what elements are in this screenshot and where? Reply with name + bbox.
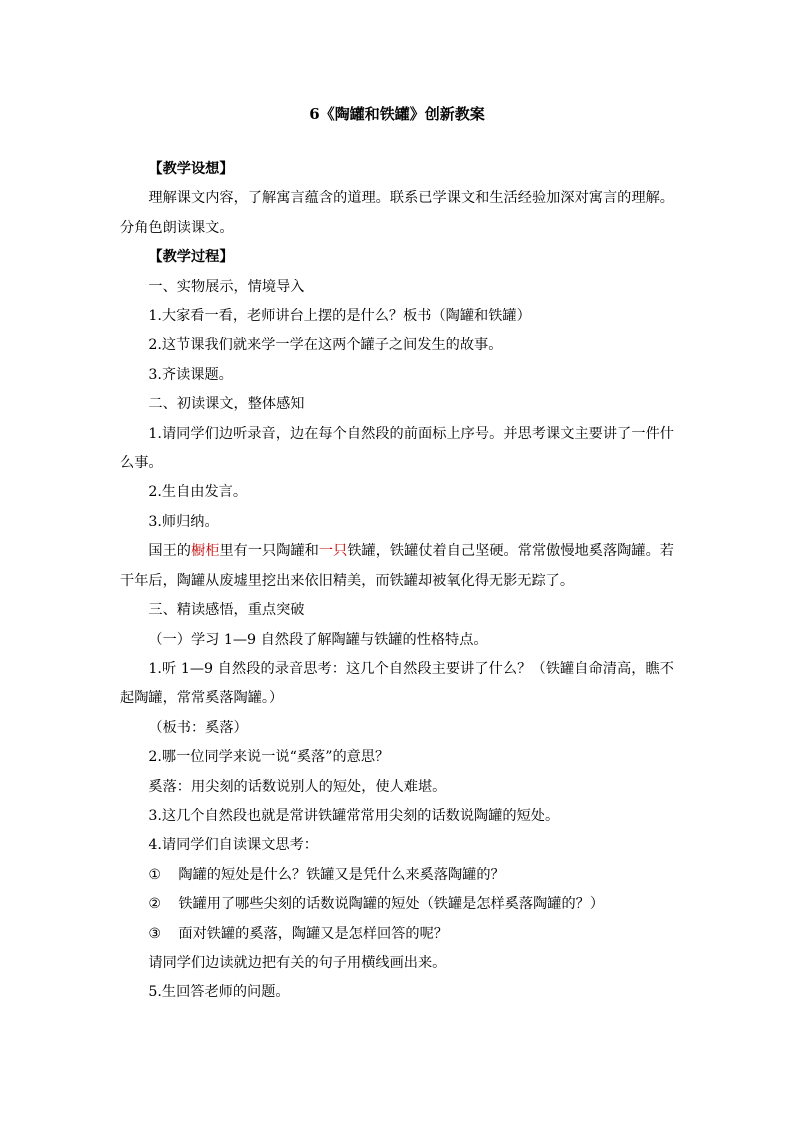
question-2-marker: ② xyxy=(148,896,162,913)
section-heading-design: 【教学设想】 xyxy=(148,161,234,177)
question-1 xyxy=(120,861,674,890)
summary-paragraph xyxy=(120,537,674,596)
section-heading-process: 【教学过程】 xyxy=(148,249,234,266)
question-3-marker: ③ xyxy=(148,925,162,942)
part3-item-3: 3.这几个自然段也就是常讲铁罐常常用尖刻的话数说陶罐的短处。 xyxy=(148,807,560,824)
part3-subheading-1: （一）学习 1—9 自然段了解陶罐与铁罐的性格特点。 xyxy=(148,631,488,648)
part2-item-3: 3.师归纳。 xyxy=(148,513,219,530)
summary-post: 铁罐，铁罐仗着自己坚硬。常常傲慢地奚落陶罐。若干年后，陶罐从废墟里挖出来依旧精美，而铁罐却被氧化得无影无踪了。 xyxy=(120,543,674,589)
document-body xyxy=(120,155,674,1008)
part3-heading: 三、精读感悟，重点突破 xyxy=(148,602,305,619)
part3-item-4: 4.请同学们自读课文思考： xyxy=(148,837,318,854)
summary-pre: 国王的 xyxy=(148,543,192,560)
part2-item-1: 1.请同学们边听录音，边在每个自然段的前面标上序号。并思考课文主要讲了一件什么事。 xyxy=(120,425,674,472)
summary-highlight-cabinet: 橱柜 xyxy=(191,543,220,560)
part1-heading: 一、实物展示，情境导入 xyxy=(148,278,305,295)
part3-item-5: 5.生回答老师的问题。 xyxy=(148,984,290,1001)
instruction-line: 请同学们边读就边把有关的句子用横线画出来。 xyxy=(148,954,447,971)
summary-mid: 里有一只陶罐和 xyxy=(219,543,319,560)
question-3-text: 面对铁罐的奚落，陶罐又是怎样回答的呢？ xyxy=(178,925,448,942)
part1-item-3: 3.齐读课题。 xyxy=(148,366,233,383)
definition-line: 奚落：用尖刻的话数说别人的短处，使人难堪。 xyxy=(148,778,447,795)
part3-item-2: 2.哪一位同学来说一说“奚落”的意思？ xyxy=(148,749,390,766)
board-note: （板书：奚落） xyxy=(148,719,248,736)
question-1-marker: ① xyxy=(148,866,162,883)
part3-item-1: 1.听 1—9 自然段的录音思考：这几个自然段主要讲了什么？（铁罐自命清高，瞧不起陶罐，常常奚落陶罐。） xyxy=(120,660,674,707)
part2-heading: 二、初读课文，整体感知 xyxy=(148,396,305,413)
question-2 xyxy=(120,890,674,919)
question-3 xyxy=(120,920,674,949)
question-1-text: 陶罐的短处是什么？铁罐又是凭什么来奚落陶罐的？ xyxy=(178,866,505,883)
part2-item-2: 2.生自由发言。 xyxy=(148,484,248,501)
part1-item-2: 2.这节课我们就来学一学在这两个罐子之间发生的故事。 xyxy=(148,337,503,354)
question-2-text: 铁罐用了哪些尖刻的话数说陶罐的短处（铁罐是怎样奚落陶罐的？） xyxy=(178,896,605,913)
summary-highlight-one: 一只 xyxy=(318,543,348,560)
part1-item-1: 1.大家看一看，老师讲台上摆的是什么？板书（陶罐和铁罐） xyxy=(148,308,531,325)
design-paragraph: 理解课文内容，了解寓言蕴含的道理。联系已学课文和生活经验加深对寓言的理解。分角色朗读课文。 xyxy=(120,190,674,236)
page-title: 6《陶罐和铁罐》创新教案 xyxy=(309,105,485,123)
